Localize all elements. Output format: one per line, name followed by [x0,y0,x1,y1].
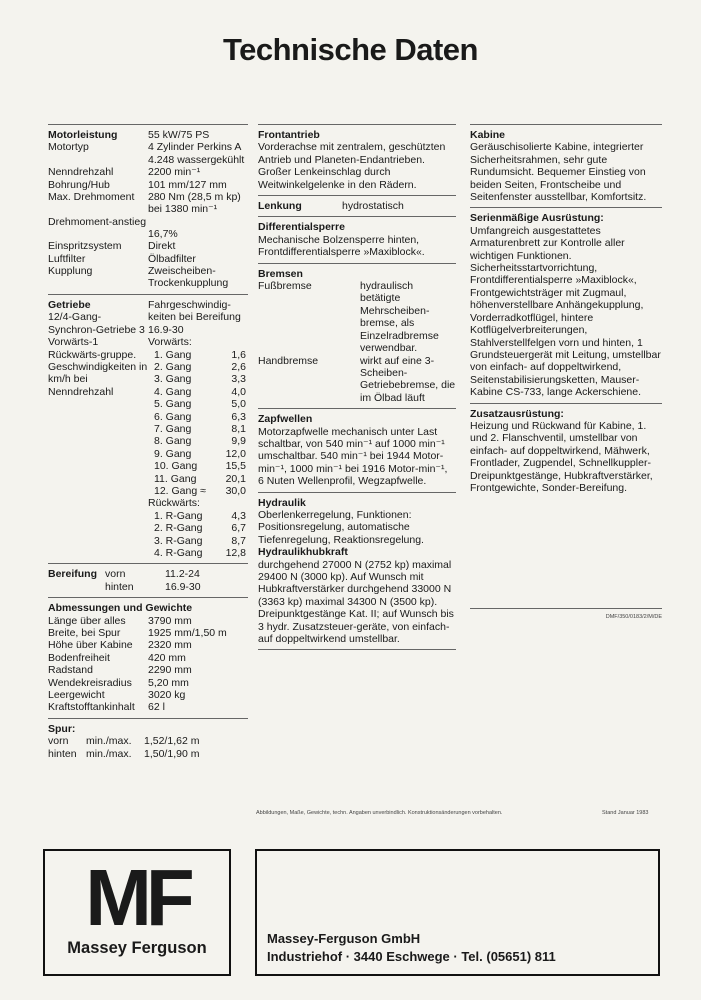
hubkraft-heading: Hydraulikhubkraft [258,546,348,559]
mf-logo [43,849,231,976]
spec-row-value: 6,7 [231,522,246,535]
spec-row [148,547,248,559]
spec-row-label: 2. Gang [154,360,192,373]
spec-row-label: 3. Gang [154,373,192,386]
spec-row [148,522,248,534]
kabine-text: Geräuschisolierte Kabine, integrierter Sicherheitsrahmen, sehr gute Rundumsicht. Bequemer Einstieg von beiden Seiten, Frontscheibe und Seitenfenster ausstellbar, Komfortsitz. [470,141,647,204]
abmessungen-list [48,615,248,714]
spur-label: hinten [48,747,77,760]
spec-row-value: 5,0 [231,398,246,411]
company-name: Massey-Ferguson GmbH [267,931,421,946]
lenkung-heading: Lenkung [258,200,302,213]
motor-label: Motortyp [48,141,89,154]
motor-value: 55 kW/75 PS [148,129,210,141]
spec-row-value: 8,1 [231,422,246,435]
spec-row-value: 1,6 [231,348,246,361]
motor-label: Bohrung/Hub [48,178,110,191]
company-address: Industriehof · 3440 Eschwege · Tel. (05651) 811 [267,949,556,964]
spec-row-label: 6. Gang [154,410,192,423]
section-kabine [470,125,662,207]
section-frontantrieb [258,125,456,195]
bremsen-heading: Bremsen [258,267,303,280]
spec-row-value: 5,20 mm [148,676,189,689]
spec-row-label: 11. Gang [154,472,197,485]
section-bereifung [48,564,248,597]
spec-row-value: 15,5 [225,460,246,473]
abmessungen-heading: Abmessungen und Gewichte [48,602,193,615]
motor-value: Ölbadfilter [148,252,196,265]
serien-text: Umfangreich ausgestattetes Armaturenbrett zur Kontrolle aller wichtigen Funktionen. Sicherheitsstartvorrichtung, Frontdifferentialsperre »Maxiblock«, Frontgewichtsträger mit Zugmaul, höhenverstellbare Anhängekupplung, Vorderradkotflügel, hintere Kotflügelverbreiterungen, Stahlverstellfelgen vorn und hinten, 1 Grundsteuergerät mit Leitung, umstellbar von einfach- auf doppeltwirkend, Seitenstabilisierungsketten, Mauser-Kabine CS-733, lange Ackerschiene. [470,224,661,399]
spur-minmax: min./max. [86,735,132,748]
motor-value: 2200 min⁻¹ [148,166,201,179]
spec-row [148,485,248,497]
spec-row-label: 8. Gang [154,435,192,448]
spec-row [148,386,248,398]
section-zusatz [470,404,662,499]
mf-logo-name: Massey Ferguson [67,939,207,957]
spec-row-value: 420 mm [148,651,186,664]
motor-value: 280 Nm (28,5 m kp) bei 1380 min⁻¹ [148,191,241,216]
address-box [255,849,660,976]
spec-row-value: 3,3 [231,373,246,386]
serien-heading: Serienmäßige Ausrüstung: [470,212,604,225]
spec-row [148,510,248,522]
motor-value: 101 mm/127 mm [148,178,227,191]
bereifung-front-value: 11.2-24 [165,568,200,581]
bremse-value: wirkt auf eine 3-Scheiben-Getriebebremse, die im Ölbad läuft [360,354,456,404]
spec-row-label: Wendekreisradius [48,676,132,689]
spec-row-label: 4. R-Gang [154,547,203,559]
reverse-gear-list [148,510,248,560]
motor-label: Max. Drehmoment [48,191,135,204]
bereifung-rear-label: hinten [105,580,134,593]
motor-label: Einspritzsystem [48,240,122,253]
bereifung-rear-value: 16.9-30 [165,580,201,593]
spec-row-value: 4,3 [231,509,246,522]
spec-row-value: 1925 mm/1,50 m [148,627,227,640]
bremse-label: Fußbremse [258,280,312,293]
spec-row-label: Höhe über Kabine [48,639,133,652]
spec-row-label: 2. R-Gang [154,522,203,535]
spec-row [148,361,248,373]
spec-row [148,411,248,423]
getriebe-tyre-note: Fahrgeschwindig-keiten bei Bereifung 16.9-30 [148,298,241,336]
section-differential [258,217,456,262]
spec-row [148,349,248,361]
spec-row [48,615,248,627]
spec-row [148,460,248,472]
motor-label: Drehmoment-anstieg [48,215,147,228]
spec-row [48,689,248,701]
spec-row [148,535,248,547]
spec-row-value: 30,0 [225,484,246,497]
spur-minmax: min./max. [86,747,132,760]
column-middle [258,124,456,650]
bremse-label: Handbremse [258,354,319,367]
frontantrieb-text: Vorderachse mit zentralem, geschützten Antrieb und Planeten-Endantrieben. Großer Lenkeinschlag durch Weitwinkelgelenke in den Rädern. [258,141,446,191]
section-hydraulik [258,493,456,650]
spec-row-value: 12,8 [225,547,246,559]
zusatz-text: Heizung und Rückwand für Kabine, 1. und 2. Flanschventil, umstellbar von einfach- auf doppeltwirkend, Mähwerk, Frontlader, Zugpendel, Schnellkuppler-Dreipunktgestänge, Hubkraftverstärker, Frontgewichte, Sonder-Bereifung. [470,419,653,494]
motor-value: Direkt [148,240,176,253]
differential-heading: Differentialsperre [258,221,345,234]
spec-row-value: 4,0 [231,385,246,398]
hydraulik-text: Oberlenkerregelung, Funktionen: Positionsregelung, automatische Tiefenregelung, Reaktionsregelung. [258,508,424,546]
forward-label: Vorwärts: [148,336,192,349]
motor-label: Luftfilter [48,252,86,265]
spec-row-value: 20,1 [225,472,246,485]
spec-row-label: Radstand [48,664,93,677]
spec-row-label: 10. Gang [154,460,198,473]
spec-row-value: 3790 mm [148,614,192,627]
spec-row-label: 5. Gang [154,398,192,411]
spec-row-label: Leergewicht [48,689,105,702]
document-code: DMF/350/0183/2/M/DE [605,614,662,621]
page-title: Technische Daten [222,32,478,67]
zapfwellen-text: Motorzapfwelle mechanisch unter Last schaltbar, von 540 min⁻¹ auf 1000 min⁻¹ umschaltbar. 540 min⁻¹ bei 1944 Motor-min⁻¹, 1000 min⁻¹ bei 1916 Motor-min⁻¹, 6 Nuten Wellenprofil, Wegzapfwelle. [258,425,448,488]
frontantrieb-heading: Frontantrieb [258,129,320,141]
spec-row-label: Breite, bei Spur [48,627,121,640]
spur-value: 1,50/1,90 m [144,747,200,760]
differential-text: Mechanische Bolzensperre hinten, Frontdifferentialsperre »Maxiblock«. [258,233,425,259]
spec-row-label: 1. R-Gang [154,509,203,522]
spec-row [148,435,248,447]
getriebe-description: 12/4-Gang-Synchron-Getriebe 3 Vorwärts-1 Rückwärts-gruppe. Geschwindigkeiten in km/h bei Nenndrehzahl [48,311,148,398]
spec-row-value: 3020 kg [148,689,186,702]
hydraulik-heading: Hydraulik [258,496,306,509]
stand-date: Stand Januar 1983 [602,810,649,816]
mf-logo-mark: MF [85,853,189,942]
bremse-value: hydraulisch betätigte Mehrscheiben-bremse, als Einzelradbremse verwendbar. [360,280,439,355]
spec-row-value: 2290 mm [148,664,192,677]
spec-row-label: 1. Gang [154,348,192,361]
spec-row-value: 6,3 [231,410,246,423]
bereifung-front-label: vorn [105,568,126,581]
motor-label: Kupplung [48,265,93,278]
section-abmessungen [48,598,248,718]
section-motor [48,125,248,294]
section-lenkung [258,196,456,216]
bereifung-heading: Bereifung [48,568,98,581]
section-serien [470,208,662,402]
spec-row [48,652,248,664]
spec-row [148,373,248,385]
kabine-heading: Kabine [470,129,506,141]
motor-label: Nenndrehzahl [48,166,114,179]
spec-row-value: 8,7 [231,534,246,547]
zusatz-heading: Zusatzausrüstung: [470,407,564,420]
spur-heading: Spur: [48,722,76,735]
spec-row-value: 62 l [148,701,165,714]
spec-row [48,664,248,676]
spec-row-value: 9,9 [231,435,246,448]
spec-row [48,677,248,689]
spec-row [148,398,248,410]
motor-value: Zweischeiben-Trockenkupplung [148,265,229,290]
spec-row-value: 12,0 [225,447,246,460]
spec-row-value: 2,6 [231,360,246,373]
spur-label: vorn [48,735,69,748]
getriebe-heading: Getriebe [48,298,91,311]
spec-row-label: Länge über alles [48,614,126,627]
spec-row-label: 12. Gang ≈ [154,484,206,497]
section-bremsen [258,264,456,408]
zapfwellen-heading: Zapfwellen [258,413,313,426]
section-zapfwellen [258,409,456,491]
motor-value: 4 Zylinder Perkins A 4.248 wassergekühlt [148,141,245,166]
spur-value: 1,52/1,62 m [144,735,200,748]
lenkung-value: hydrostatisch [342,200,404,213]
hubkraft-text: durchgehend 27000 N (2752 kp) maximal 29400 N (3000 kp). Auf Wunsch mit Hubkraftverstärker durchgehend 33000 N (3363 kp) maximal 34300 N (3500 kp). Dreipunktgestänge Kat. II; auf Wunsch bis 3 hydr. Zusatzsteuer-geräte, von einfach- auf doppeltwirkend umstellbar. [258,558,454,646]
footnote: Abbildungen, Maße, Gewichte, techn. Angaben unverbindlich. Konstruktionsänderungen vorbehalten. [256,810,503,816]
spec-row [148,473,248,485]
spec-row-value: 2320 mm [148,639,192,652]
spec-row-label: Bodenfreiheit [48,651,110,664]
spec-row-label: Kraftstofftankinhalt [48,701,135,714]
section-getriebe [48,295,248,564]
spec-row [148,448,248,460]
spec-row [148,423,248,435]
reverse-label: Rückwärts: [148,497,200,510]
spec-row-label: 7. Gang [154,422,192,435]
column-left [48,124,248,764]
spec-row-label: 4. Gang [154,385,192,398]
column-right [470,124,662,624]
section-spur [48,719,248,764]
motor-value: 16,7% [148,227,178,240]
motor-label: Motorleistung [48,129,118,141]
spec-row [48,627,248,639]
spec-row [48,639,248,651]
forward-gear-list [148,349,248,498]
spec-row-label: 9. Gang [154,447,192,460]
spec-row-label: 3. R-Gang [154,534,203,547]
spec-row [48,701,248,713]
